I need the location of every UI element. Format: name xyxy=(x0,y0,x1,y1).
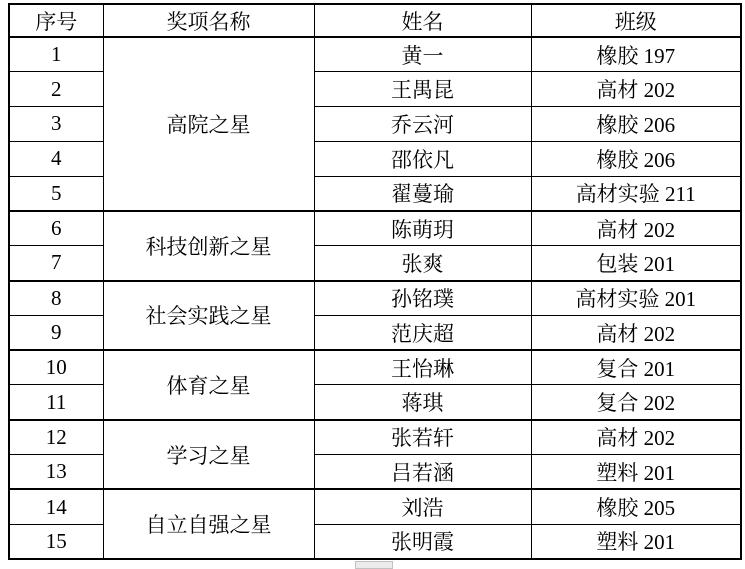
student-name-cell: 乔云河 xyxy=(314,107,531,142)
student-name-cell: 张明霞 xyxy=(314,524,531,559)
serial-cell: 5 xyxy=(9,176,103,211)
header-serial: 序号 xyxy=(9,4,103,37)
award-name-cell: 社会实践之星 xyxy=(103,281,314,351)
serial-cell: 15 xyxy=(9,524,103,559)
serial-cell: 2 xyxy=(9,72,103,107)
serial-cell: 13 xyxy=(9,455,103,490)
student-name-cell: 蒋琪 xyxy=(314,385,531,420)
class-cell: 橡胶 197 xyxy=(531,37,741,72)
class-cell: 高材 202 xyxy=(531,72,741,107)
student-name-cell: 邵依凡 xyxy=(314,141,531,176)
serial-cell: 11 xyxy=(9,385,103,420)
table-row xyxy=(9,350,741,385)
awards-table-header xyxy=(9,4,741,37)
table-row xyxy=(9,420,741,455)
header-award: 奖项名称 xyxy=(103,4,314,37)
serial-cell: 6 xyxy=(9,211,103,246)
student-name-cell: 张若轩 xyxy=(314,420,531,455)
award-name-cell: 自立自强之星 xyxy=(103,489,314,559)
award-name-cell: 高院之星 xyxy=(103,37,314,211)
class-cell: 高材实验 201 xyxy=(531,281,741,316)
class-cell: 包装 201 xyxy=(531,246,741,281)
header-row xyxy=(9,4,741,37)
class-cell: 复合 201 xyxy=(531,350,741,385)
class-cell: 高材 202 xyxy=(531,315,741,350)
serial-cell: 9 xyxy=(9,315,103,350)
award-name-cell: 体育之星 xyxy=(103,350,314,420)
student-name-cell: 王禺昆 xyxy=(314,72,531,107)
header-name: 姓名 xyxy=(314,4,531,37)
serial-cell: 3 xyxy=(9,107,103,142)
student-name-cell: 黄一 xyxy=(314,37,531,72)
student-name-cell: 孙铭璞 xyxy=(314,281,531,316)
award-name-cell: 学习之星 xyxy=(103,420,314,490)
class-cell: 塑料 201 xyxy=(531,455,741,490)
class-cell: 橡胶 206 xyxy=(531,107,741,142)
table-row xyxy=(9,211,741,246)
serial-cell: 7 xyxy=(9,246,103,281)
serial-cell: 10 xyxy=(9,350,103,385)
serial-cell: 4 xyxy=(9,141,103,176)
awards-table-body xyxy=(9,37,741,559)
class-cell: 复合 202 xyxy=(531,385,741,420)
table-row xyxy=(9,37,741,72)
student-name-cell: 吕若涵 xyxy=(314,455,531,490)
class-cell: 高材 202 xyxy=(531,420,741,455)
student-name-cell: 陈萌玥 xyxy=(314,211,531,246)
header-class: 班级 xyxy=(531,4,741,37)
serial-cell: 14 xyxy=(9,489,103,524)
student-name-cell: 范庆超 xyxy=(314,315,531,350)
table-resize-handle[interactable] xyxy=(355,561,393,569)
student-name-cell: 张爽 xyxy=(314,246,531,281)
table-row xyxy=(9,281,741,316)
awards-table xyxy=(8,3,742,560)
table-row xyxy=(9,489,741,524)
student-name-cell: 翟蔓瑜 xyxy=(314,176,531,211)
serial-cell: 8 xyxy=(9,281,103,316)
serial-cell: 1 xyxy=(9,37,103,72)
serial-cell: 12 xyxy=(9,420,103,455)
class-cell: 橡胶 205 xyxy=(531,489,741,524)
student-name-cell: 刘浩 xyxy=(314,489,531,524)
award-name-cell: 科技创新之星 xyxy=(103,211,314,281)
class-cell: 高材实验 211 xyxy=(531,176,741,211)
class-cell: 塑料 201 xyxy=(531,524,741,559)
class-cell: 高材 202 xyxy=(531,211,741,246)
class-cell: 橡胶 206 xyxy=(531,141,741,176)
student-name-cell: 王怡琳 xyxy=(314,350,531,385)
